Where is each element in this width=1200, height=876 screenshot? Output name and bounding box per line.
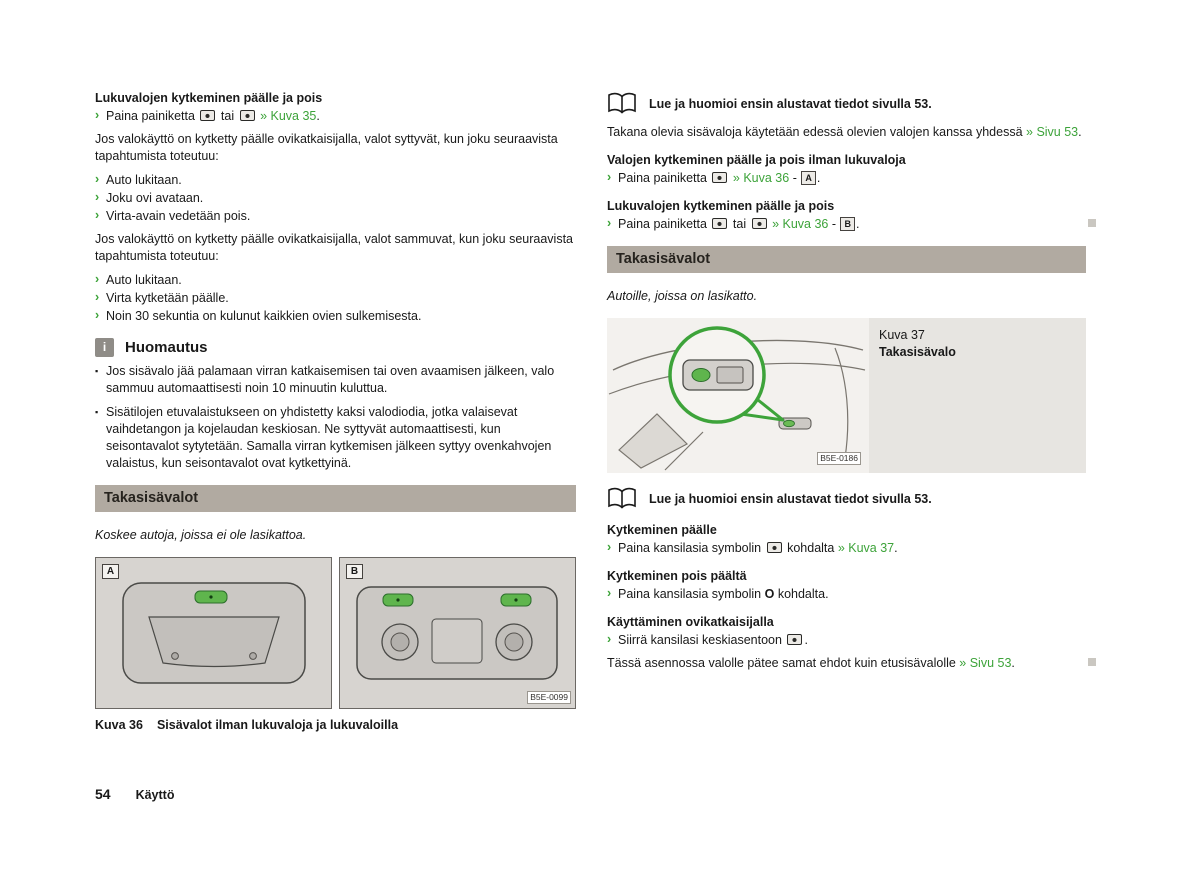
figure-36-drawing (95, 557, 576, 709)
text-run: . (1078, 125, 1082, 139)
section-bar-rear-lights-glass-roof: Takasisävalot (607, 246, 1086, 273)
info-icon (95, 338, 114, 357)
applicability-note: Koskee autoja, joissa ei ole lasikattoa. (95, 528, 307, 542)
note-item: ▪ Jos sisävalo jää palamaan virran katkaisemisen tai oven avaamisen jälkeen, valo sammuu automaattisesti noin 10 minuutin kuluttua. (95, 363, 576, 397)
figure-code: B5E-0099 (527, 691, 571, 704)
text-run: . (855, 217, 860, 231)
paragraph: Jos valokäyttö on kytketty päälle ovikatkaisijalla, valot syttyvät, kun joku seuraavista tapahtumista toteutuu: (95, 132, 558, 163)
inline-link[interactable]: » Kuva 36 (772, 217, 829, 231)
list-item (95, 108, 576, 125)
figure-36-caption (95, 717, 576, 734)
section-end-marker (1088, 658, 1096, 666)
right-column (607, 90, 1086, 679)
page-number: 54 (95, 786, 111, 802)
text-run: Paina kansilasia symbolin (618, 587, 765, 601)
list-item (607, 586, 1086, 603)
text-run: Takana olevia sisävaloja käytetään edessä olevien valojen kanssa yhdessä (607, 125, 1027, 139)
left-column (95, 90, 576, 734)
figure-number: Kuva 36 (95, 718, 143, 732)
open-book-icon (607, 92, 637, 116)
text-run: tai (729, 217, 750, 231)
paragraph: Jos valokäyttö on kytketty päälle ovikatkaisijalla, valot sammuvat, kun joku seuraavista tapahtumista toteutuu: (95, 232, 574, 263)
interior-light-button-icon (712, 172, 727, 183)
reading-light-button-icon (240, 110, 255, 121)
figure-36 (95, 557, 576, 709)
intro-reference-row (607, 487, 1086, 511)
text-run: . (1011, 656, 1015, 670)
list-item (607, 216, 1086, 233)
list-item: › Virta-avain vedetään pois. (95, 208, 576, 225)
section-end-marker (1088, 219, 1096, 227)
page-footer (95, 786, 174, 804)
list-item (607, 632, 1086, 649)
heading-lights-onoff-without-reading: Valojen kytkeminen päälle ja pois ilman lukuvaloja (607, 153, 906, 167)
text-run: - (828, 217, 840, 231)
text-run: . (816, 171, 821, 185)
door-contact-symbol-icon (787, 634, 802, 645)
figure-37-image (607, 318, 869, 473)
text-run: Paina painiketta (618, 171, 711, 185)
text-run: B (840, 217, 855, 231)
figure-37 (607, 318, 1086, 473)
text-run: . (316, 109, 320, 123)
inline-link[interactable]: » Kuva 36 (732, 171, 790, 185)
reading-light-button-icon (752, 218, 767, 229)
text-run: . (894, 541, 898, 555)
chapter-label: Käyttö (135, 788, 175, 802)
intro-reference-row (607, 92, 1086, 116)
figure-37-caption (879, 327, 956, 361)
inline-link[interactable]: » Sivu 53 (959, 656, 1012, 670)
list-item: › Joku ovi avataan. (95, 190, 576, 207)
note-title: Huomautus (125, 339, 208, 356)
text-run: . (804, 633, 808, 647)
heading-door-contact: Käyttäminen ovikatkaisijalla (607, 615, 774, 629)
text-run: Paina kansilasia symbolin (618, 541, 765, 555)
intro-reference-text: Lue ja huomioi ensin alustavat tiedot sivulla 53. (649, 491, 932, 506)
open-book-icon (607, 487, 637, 511)
heading-reading-lights-onoff: Lukuvalojen kytkeminen päälle ja pois (95, 91, 323, 105)
reading-light-button-icon (712, 218, 727, 229)
text-run: Paina painiketta (618, 217, 711, 231)
figure-code: B5E-0186 (817, 452, 861, 465)
heading-reading-lights-onoff: Lukuvalojen kytkeminen päälle ja pois (607, 199, 835, 213)
list-item: › Virta kytketään päälle. (95, 290, 576, 307)
list-item: › Auto lukitaan. (95, 272, 576, 289)
inline-link[interactable]: » Kuva 37 (837, 541, 895, 555)
text-run: Siirrä kansilasi keskiasentoon (618, 633, 786, 647)
list-item: › Auto lukitaan. (95, 172, 576, 189)
text-run: A (801, 171, 816, 185)
text-run: tai (217, 109, 238, 123)
figure-37-drawing (607, 318, 869, 473)
figure-panel-label-a: A (102, 564, 119, 579)
list-item: › Noin 30 sekuntia on kulunut kaikkien ovien sulkemisesta. (95, 308, 576, 325)
text-run: - (789, 171, 801, 185)
figure-panel-label-b: B (346, 564, 363, 579)
light-symbol-icon (767, 542, 782, 553)
text-run: kohdalta. (774, 587, 829, 601)
figure-number: Kuva 37 (879, 328, 925, 342)
paragraph (607, 655, 1086, 672)
heading-switch-on: Kytkeminen päälle (607, 523, 717, 537)
intro-reference-text: Lue ja huomioi ensin alustavat tiedot sivulla 53. (649, 96, 932, 111)
applicability-note: Autoille, joissa on lasikatto. (607, 289, 758, 303)
figure-caption-text: Takasisävalo (879, 345, 956, 359)
list-item (607, 540, 1086, 557)
text-run: Paina painiketta (106, 109, 199, 123)
text-run: kohdalta (783, 541, 838, 555)
paragraph (607, 124, 1086, 141)
note-item: ▪ Sisätilojen etuvalaistukseen on yhdistetty kaksi valodiodia, jotka valaisevat vaihdetangon ja kojelaudan keskiosan. Ne syttyvät automaattisesti, kun seisontavalot sytytetään. Samalla virran kytkemisen jälkeen syttyy ovenkahvojen valaistus, kun seisontavalot ovat kytkettyinä. (95, 404, 576, 472)
inline-link[interactable]: » Sivu 53 (1026, 125, 1079, 139)
reading-light-button-icon (200, 110, 215, 121)
section-bar-rear-lights: Takasisävalot (95, 485, 576, 512)
note-header (95, 338, 576, 357)
figure-caption-text: Sisävalot ilman lukuvaloja ja lukuvaloilla (156, 718, 399, 732)
text-run: Tässä asennossa valolle pätee samat ehdot kuin etusisävalolle (607, 656, 960, 670)
text-run: O (764, 587, 775, 601)
inline-link[interactable]: » Kuva 35 (260, 109, 317, 123)
list-item (607, 170, 1086, 187)
heading-switch-off: Kytkeminen pois päältä (607, 569, 747, 583)
